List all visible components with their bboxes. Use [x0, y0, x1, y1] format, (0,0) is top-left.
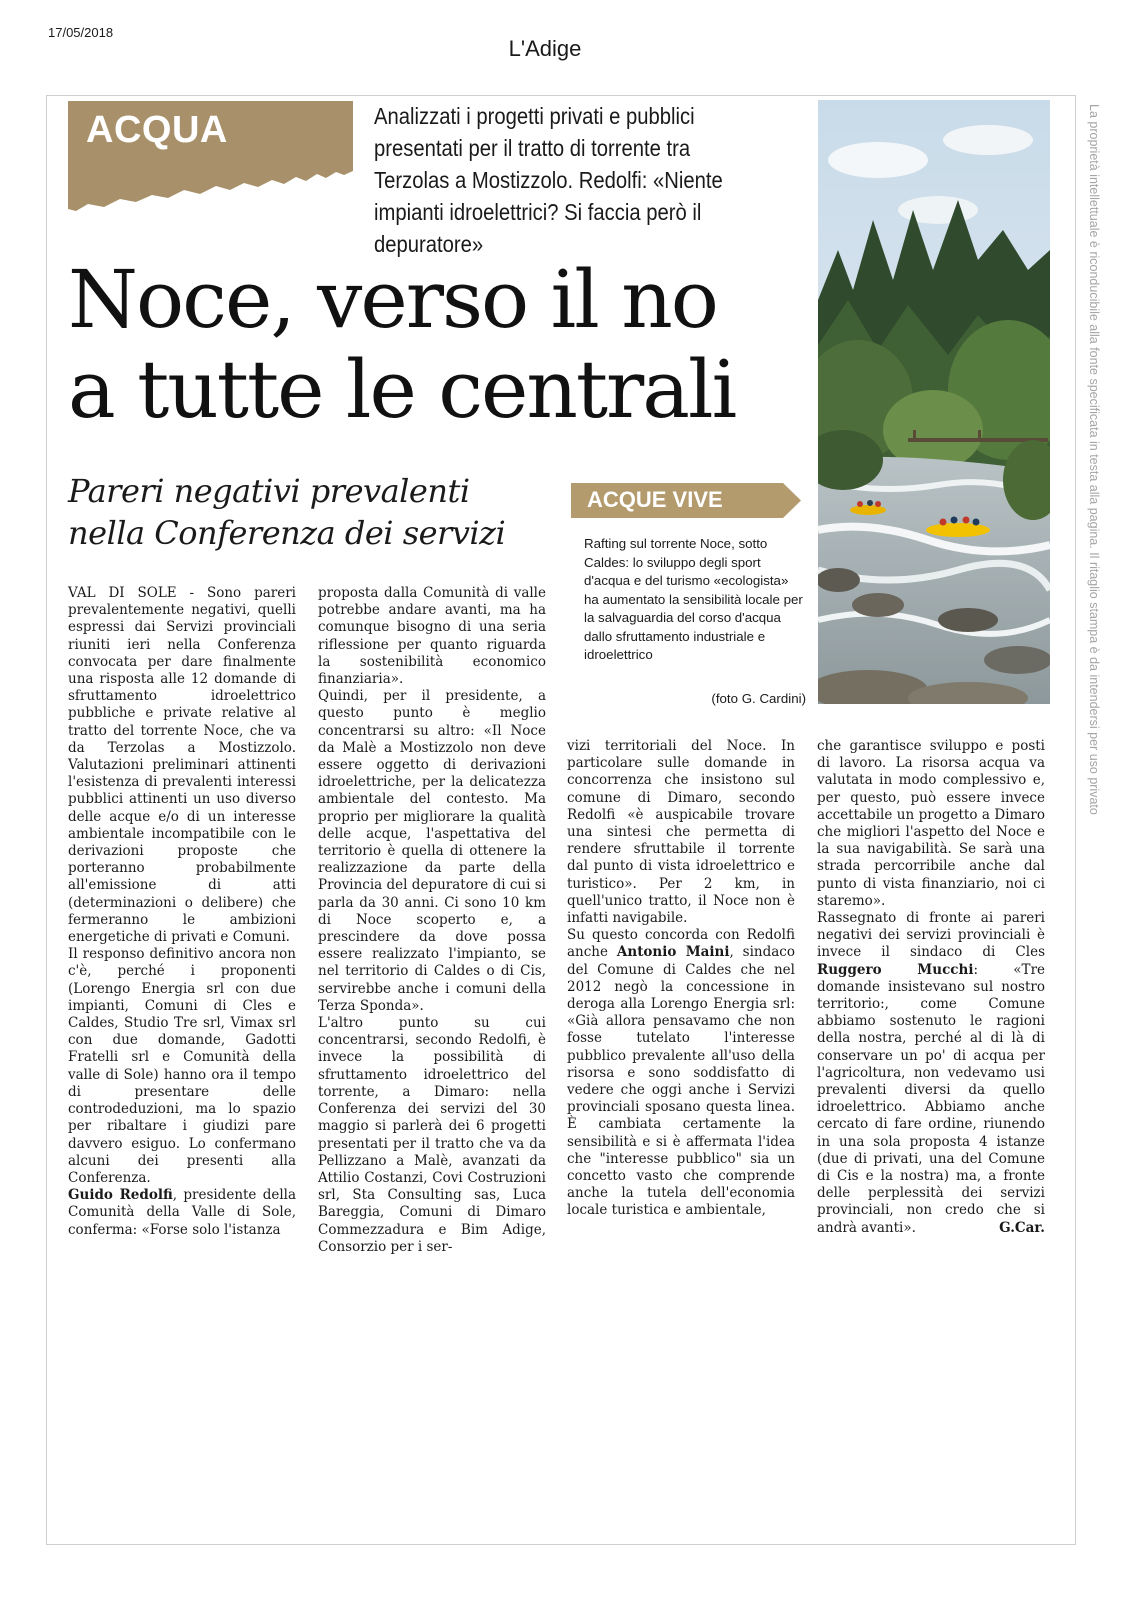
- person-name: Antonio Maini: [616, 944, 730, 961]
- section-tag: [68, 101, 353, 219]
- copyright-note-text: La proprietà intellettuale è riconducibile alla fonte specificata in testa alla pagina. Il ritaglio stampa è da intendersi per uso privato: [1087, 104, 1101, 815]
- article-headline: [68, 255, 828, 435]
- paragraph: L'altro punto su cui concentrarsi, secondo Redolfi, è invece la possibilità di sfruttamento idroelettrico del torrente, a Dimaro: nella Conferenza dei servizi del 30 maggio si parlerà dei 6 progetti presentati per il tratto che va da Pellizzano a Malè, avanzati da Attilio Costanzi, Covi Costruzioni srl, Sta Consulting sas, Luca Bareggia, Comuni di Dimaro Commezzadura e Bim Adige, Consorzio per i ser-: [318, 1015, 546, 1255]
- paragraph-text: Su questo concorda con Redolfi anche: [567, 927, 795, 961]
- article-summary: Analizzati i progetti privati e pubblici presentati per il tratto di torrente tra Terzolas a Mostizzolo. Redolfi: «Niente impianti idroelettrici? Si faccia però il depuratore»: [374, 103, 723, 257]
- rafting-photo: [818, 100, 1050, 704]
- person-name: Ruggero Mucchi: [817, 961, 974, 978]
- paragraph-text: Rassegnato di fronte ai pareri negativi dei servizi provinciali è invece il sindaco di Cles: [817, 910, 1045, 961]
- photo-box-banner: [571, 483, 801, 518]
- article-column-4: [817, 738, 1045, 1237]
- article-subheadline: [68, 470, 588, 554]
- section-tag-label: ACQUA: [86, 109, 228, 151]
- subheadline-line-2: nella Conferenza dei servizi: [68, 514, 506, 552]
- paragraph-text: , sindaco del Comune di Caldes che nel 2012 negò la concessione in deroga alla Lorengo Energia srl: «Già allora pensavamo che non fosse tutelato l'interesse pubblico prevalente all'uso della risorsa e sono soddisfatto di vedere che oggi anche i Servizi provinciali sposano questa linea. È cambiata certamente la sensibilità e si è affermata l'idea che "interesse pubblico" sia un concetto vasto che comprende anche la tutela dell'economia locale turistica e ambientale,: [567, 944, 795, 1219]
- paragraph: vizi territoriali del Noce. In particolare sulle domande in concorrenza che insistono sul comune di Dimaro, secondo Redolfi «è auspicabile trovare una sintesi che permetta di rendere sfruttabile il torrente dal punto di vista idroelettrico e turistico». Per 2 km, in quell'unico tratto, il Noce non è infatti navigabile.: [567, 738, 795, 927]
- copyright-side-note: [1083, 104, 1105, 984]
- headline-line-2: a tutte le centrali: [68, 343, 736, 436]
- photo-credit: (foto G. Cardini): [711, 691, 806, 706]
- article-column-2: [318, 585, 546, 1256]
- paragraph: Il responso definitivo ancora non c'è, perché i proponenti (Lorengo Energia srl con due impianti, Comuni di Cles e Caldes, Studio Tre srl, Vimax srl con due domande, Gadotti Fratelli srl e Comunità della valle di Sole) hanno ora il tempo di presentare delle controdeduzioni, ma lo spazio per ribaltare i giudizi pare davvero esiguo. Lo confermano alcuni dei presenti alla Conferenza.: [68, 946, 296, 1186]
- headline-line-1: Noce, verso il no: [68, 253, 717, 346]
- paragraph: VAL DI SOLE - Sono pareri prevalentemente negativi, quelli espressi dai Servizi provinciali riuniti ieri nella Conferenza convocata per dare finalmente una risposta alle 12 domande di sfruttamento idroelettrico pubbliche e private relative al tratto del torrente Noce, che va da Terzolas a Mostizzolo. Valutazioni preliminari attinenti l'esistenza di prevalenti interessi pubblici attinenti un uso diverso delle acque e/o di un interesse ambientale incompatibile con le derivazioni proposte che porteranno probabilmente all'emissione di atti (determinazioni o delibere) che fermeranno le ambizioni energetiche di privati e Comuni.: [68, 585, 296, 946]
- photo-caption: Rafting sul torrente Noce, sotto Caldes: lo sviluppo degli sport d'acqua e del turismo «ecologista» ha aumentato la sensibilità locale per la salvaguardia del corso d'acqua dallo sfruttamento industriale e idroelettrico: [584, 536, 803, 662]
- article-column-3: [567, 738, 795, 1220]
- paragraph: che garantisce sviluppo e posti di lavoro. La risorsa acqua va valutata in modo complessivo e, per questo, può essere invece accettabile un progetto a Dimaro che migliori l'aspetto del Noce e la sua navigabilità. Se sarà una strada percorribile anche dal punto di vista finanziario, noi ci staremo».: [817, 738, 1045, 909]
- paragraph-text: : «Tre domande insistevano sul nostro territorio:, come Comune abbiamo sostenuto le ragioni della nostra, perché al di là di conservare un po' di acqua per l'agricoltura, non vedevamo usi prevalenti diversi da quello idroelettrico. Abbiamo anche cercato di fare ordine, riunendo in una sola proposta 4 istanze (due di privati, una del Comune di Cis e la nostra) ma, a fronte delle perplessità dei servizi provinciali, non credo che si andrà avanti».: [817, 961, 1046, 1236]
- document-date: 17/05/2018: [48, 25, 114, 40]
- rafting-river-image: [818, 100, 1050, 704]
- paragraph: [817, 910, 1045, 1237]
- person-name: Guido Redolfi: [68, 1187, 173, 1204]
- author-signature: G.Car.: [999, 1219, 1045, 1236]
- subheadline-line-1: Pareri negativi prevalenti: [68, 472, 470, 510]
- paragraph: Quindi, per il presidente, a questo punto è meglio concentrarsi su altro: «Il Noce da Malè a Mostizzolo non deve essere oggetto di derivazioni idroelettriche, per la delicatezza ambientale del contesto. Ma proprio per migliorare la qualità delle acque, l'aspettativa del territorio è quella di ottenere la realizzazione da parte della Provincia del depuratore di cui si parla da 30 anni. Ci sono 10 km di Noce scoperto e, a prescindere da dove possa essere realizzato l'impianto, se nel territorio di Caldes o di Cis, servirebbe anche i comuni della Terza Sponda».: [318, 688, 546, 1014]
- paragraph: [68, 1187, 296, 1239]
- paragraph: proposta dalla Comunità di valle potrebbe andare avanti, ma ha comunque bisogno di una seria riflessione per quanto riguarda la sostenibilità economico finanziaria».: [318, 585, 546, 688]
- banner-label: ACQUE VIVE: [587, 487, 723, 512]
- article-column-1: [68, 585, 296, 1239]
- newspaper-name: L'Adige: [508, 36, 582, 61]
- paragraph: [567, 927, 795, 1219]
- paragraph-text: , presidente della Comunità della Valle di Sole, conferma: «Forse solo l'istanza: [68, 1187, 297, 1238]
